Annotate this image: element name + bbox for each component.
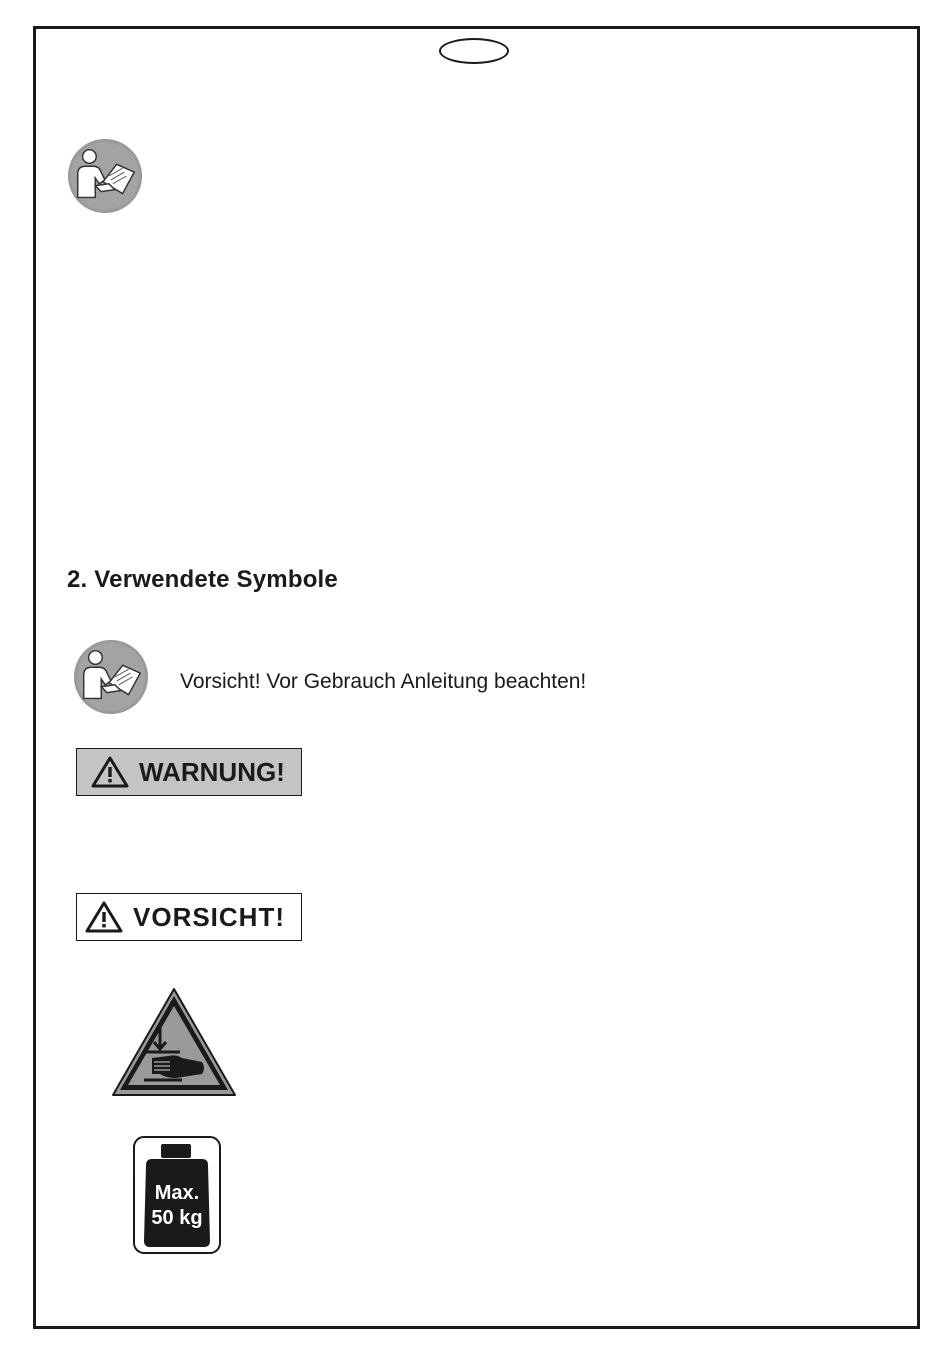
warning-triangle-icon <box>85 901 123 933</box>
weight-line-1: Max. <box>154 1182 200 1204</box>
crush-hazard-icon <box>110 986 238 1098</box>
read-manual-icon <box>72 638 150 716</box>
section-heading: 2. Verwendete Symbole <box>67 566 338 593</box>
read-manual-icon <box>66 137 144 215</box>
weight-line-2: 50 kg <box>151 1207 203 1229</box>
caution-signal-label <box>76 893 302 941</box>
warning-signal-label <box>76 748 302 796</box>
warning-label-text: WARNUNG! <box>139 756 285 787</box>
warning-triangle-icon <box>91 756 129 788</box>
max-load-weight-icon <box>132 1135 222 1255</box>
caution-label-text: VORSICHT! <box>133 901 285 932</box>
language-badge <box>439 38 509 64</box>
manual-symbol-description: Vorsicht! Vor Gebrauch Anleitung beachten! <box>180 670 587 693</box>
